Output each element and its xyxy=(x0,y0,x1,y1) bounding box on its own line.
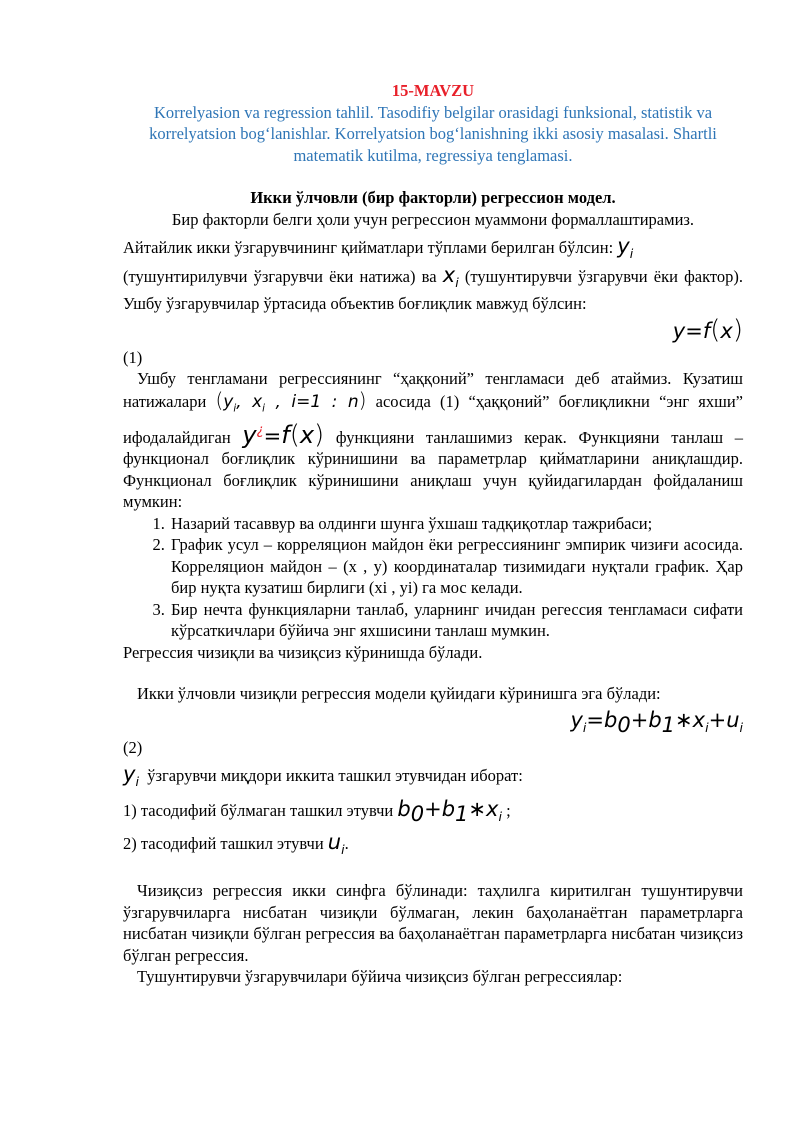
paragraph-8: Тушунтирувчи ўзгарувчилари бўйича чизиқсиз бўлган регрессиялар: xyxy=(137,967,623,987)
paragraph-6: $y_i$ ўзгарувчи миқдори иккита ташкил этувчидан иборат: xyxy=(123,762,523,790)
var-xi: $x_i$ xyxy=(442,262,459,290)
list-item: 2. График усул – корреляцион майдон ёки регрессиянинг эмпирик чизиғи асосида. Корреляцион майдон – (x , y) координаталар тизимидаги нуқтали график. Ҳар бир нуқта кузатиш бирлиги (xi , yi) га мос келади. xyxy=(169,534,743,599)
method-list xyxy=(123,513,743,642)
paragraph-2: Айтайлик икки ўзгарувчининг қийматлари тўплами берилган бўлсин: $y_i$ (тушунтирилувчи ўзгарувчи ёки натижа) ва $x_i$ (тушунтирувчи ўзгарувчи ёки фактор). Ушбу ўзгарувчилар ўртасида объектив боғлиқлик мавжуд бўлсин: xyxy=(123,234,744,314)
equation-2-number: (2) xyxy=(123,737,143,757)
component-2: 2) тасодифий ташкил этувчи $u_i$. xyxy=(123,829,349,857)
var-yi: $y_i$ xyxy=(617,234,634,262)
var-yi: $y_i$ xyxy=(123,762,139,790)
list-item: 3. Бир нечта функцияларни танлаб, уларнинг ичидан регессия тенгламаси сифати кўрсаткичлари бўйича энг яхшисини танлаш мумкин. xyxy=(169,599,743,642)
lecture-subtitle: Korrelyasion va regression tahlil. Tasodifiy belgilar orasidagi funksional, statistik va korrelyatsion bog‘lanishlar. Korrelyatsion bog‘lanishning ikki asosiy masalasi. Shartli matematik kutilma, regressiya tenglamasi. xyxy=(149,102,717,165)
paragraph-1: Бир факторли белги ҳоли учун регрессион муаммони формаллаштирамиз. xyxy=(171,209,695,229)
lecture-title: 15-MAVZU xyxy=(391,81,475,100)
equation-1-number: (1) xyxy=(123,347,143,367)
paragraph-7: Чизиқсиз регрессия икки синфга бўлинади: таҳлилга киритилган тушунтирувчи ўзгарувчиларга нисбатан чизиқли бўлмаган, лекин баҳоланаётган параметрларга нисбатан чизиқли бўлган регрессия ва баҳоланаётган параметрларга нисбатан чизиқсиз бўлган регрессия. xyxy=(123,881,743,965)
equation-2: $y_i=b_0+b_1∗x_i+u_i$ xyxy=(570,707,743,737)
section-heading: Икки ўлчовли (бир факторли) регрессион модел. xyxy=(250,188,616,207)
equation-estimate: y¿=f xyxy=(242,420,290,449)
equation-1: y=f(x) xyxy=(672,314,743,345)
observations-set: $y_i$, $x_i$ , i=1 : n xyxy=(223,391,359,415)
list-item: 1. Назарий тасаввур ва олдинги шунга ўхшаш тадқиқотлар тажрибаси; xyxy=(169,513,743,535)
paragraph-3: Ушбу тенгламани регрессиянинг “ҳаққоний” тенгламаси деб атаймиз. Кузатиш натижалари ($y_i$, $x_i$ , i=1 : n) асосида (1) “ҳаққоний” боғлиқликни “энг яхши” ифодалайдиган y¿=f(x) функцияни танлашимиз керак. Функцияни танлаш – функционал боғлиқлик кўринишини ва параметрлар қийматларини аниқлашдир. Функционал боғлиқлик кўринишини аниқлаш учун қуйидагилардан фойдаланиш мумкин: xyxy=(123,369,744,512)
document-page xyxy=(123,76,743,988)
paragraph-4: Регрессия чизиқли ва чизиқсиз кўринишда бўлади. xyxy=(123,642,483,662)
paragraph-5: Икки ўлчовли чизиқли регрессия модели қуйидаги кўринишга эга бўлади: xyxy=(137,684,661,704)
component-1: 1) тасодифий бўлмаган ташкил этувчи $b_0+b_1∗x_i$ ; xyxy=(123,796,511,827)
